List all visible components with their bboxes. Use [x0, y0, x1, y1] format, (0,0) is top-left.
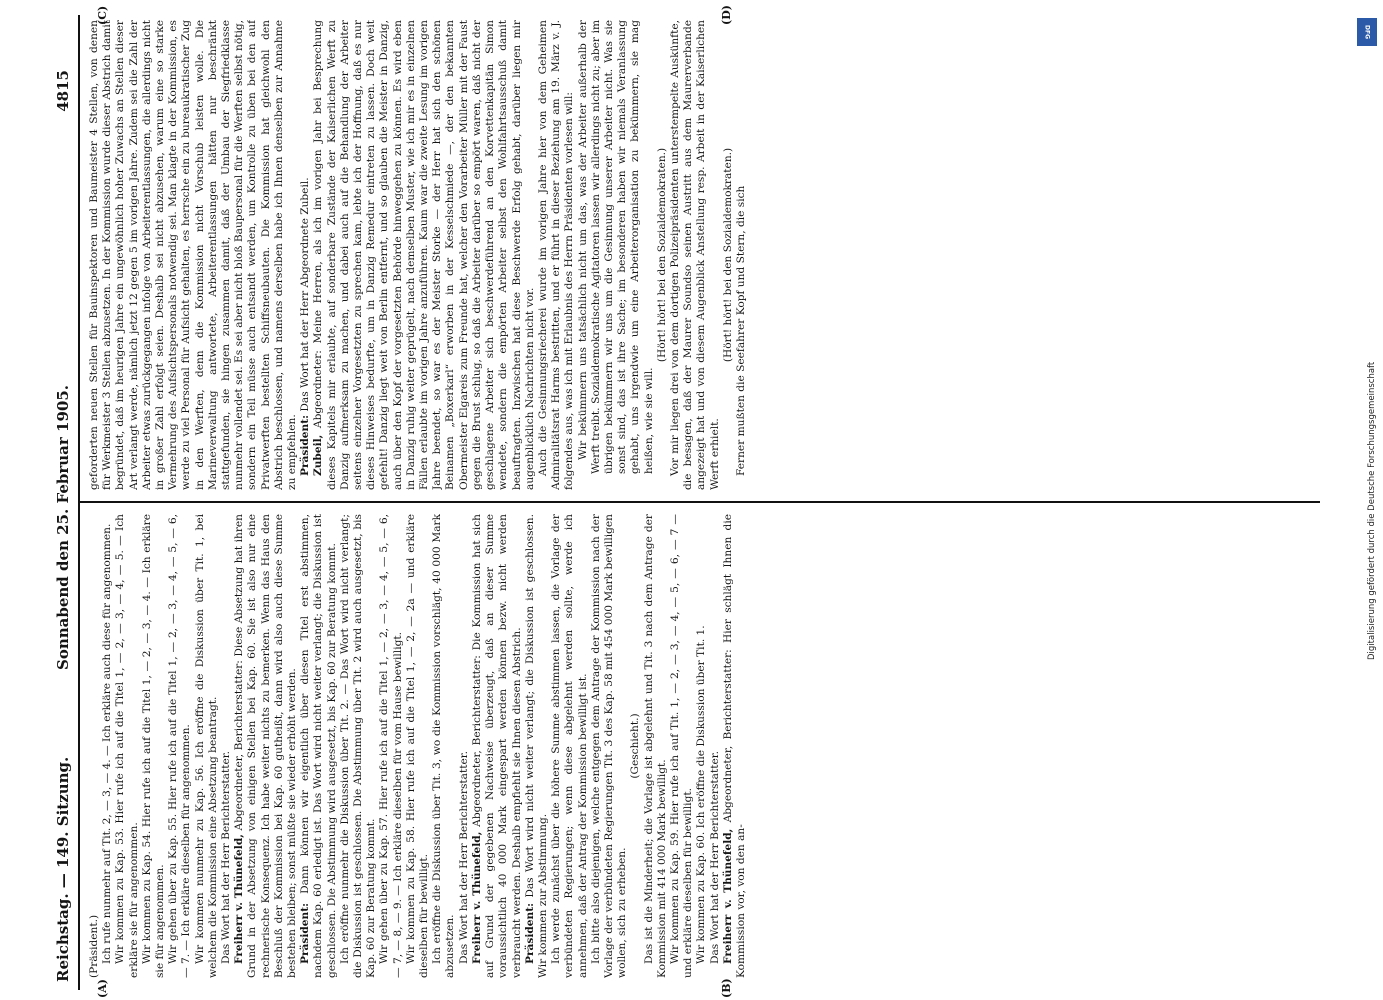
paragraph: Das ist die Minderheit; die Vorlage ist abgelehnt und Tit. 3 nach dem Antrage der Kommission mit 414 000 Mark bewilligt.	[642, 514, 668, 978]
interjection: (Hört! hört! bei den Sozialdemokraten.)	[655, 147, 668, 363]
paragraph: Das Wort hat der Herr Berichterstatter.	[220, 750, 233, 964]
paragraph: Das Wort hat der Herr Berichterstatter.	[708, 750, 721, 964]
speaker-name: Freiherr v. Thünefeld,	[470, 831, 483, 964]
digitization-credit: Digitalisierung gefördert durch die Deutsche Forschungsgemeinschaft	[1367, 361, 1377, 660]
interjection: (Geschieht.)	[629, 713, 642, 779]
dfg-logo: DFG	[1357, 18, 1377, 46]
margin-marker-c: (C)	[96, 5, 109, 25]
margin-marker-d: (D)	[720, 5, 733, 25]
digitization-sidebar	[1355, 10, 1379, 990]
paragraph: Wir kommen nunmehr zu Kap. 56. Ich eröffne die Diskussion über Tit. 1, bei welchem die Kommission eine Absetzung beantragt.	[193, 514, 219, 978]
paragraph: Wir gehen über zu Kap. 57. Hier rufe ich auf die Titel 1, — 2, — 3, — 4, — 5, — 6, — 7, — 8, — 9. — Ich erkläre dieselben für vom Hause bewilligt.	[378, 514, 404, 978]
paragraph: Wir gehen über zu Kap. 55. Hier rufe ich auf die Titel 1, — 2, — 3, — 4, — 5, — 6, — 7. — Ich erkläre dieselben für angenommen.	[167, 514, 193, 978]
paragraph: Auch die Gesinnungsriecherei wurde im vorigen Jahre hier von dem Geheimen Admiralitätsrat Harms bestritten, und er führt in dieser Beziehung am 19. März v. J. folgendes aus, was ich mit Erlaubnis des Herrn Präsidenten vorlesen will:	[536, 20, 576, 490]
speaker-name: Präsident:	[299, 414, 312, 476]
left-column	[88, 514, 1318, 978]
paragraph: Ich eröffne nunmehr die Diskussion über Tit. 2. — Das Wort wird nicht verlangt; die Diskussion ist geschlossen. Die Abstimmung über Tit. 2 wird auch ausgesetzt, bis Kap. 60 zur Beratung kommt.	[338, 514, 378, 978]
paragraph: Vor mir liegen drei von dem dortigen Polizeipräsidenten unterstempelte Auskünfte, die besagen, daß der Maurer Soundso seinen Austritt aus dem Maurerverbande angezeigt hat und von diesem Augenblick Anstellung resp. Arbeit in der Kaiserlichen Werft erhielt.	[668, 20, 721, 490]
speaker-name: Präsident:	[523, 902, 536, 964]
speaker-tag: (Präsident.)	[88, 914, 100, 978]
quotation: Wir bekümmern uns tatsächlich nicht um das, was der Arbeiter außerhalb der Werft treibt. Sozialdemokratische Agitatoren lassen wir allerdings nicht zu; aber im übrigen bekümmern wir uns um die Gesinnung unserer Arbeiter nicht. Was sie sonst sind, das ist ihre Sache; im besonderen haben wir niemals Veranlassung gehabt, uns irgendwie um eine Arbeiterorganisation zu bekümmern, sie mag heißen, wie sie will.	[576, 20, 655, 474]
paragraph	[299, 20, 312, 490]
paragraph: Wir kommen zu Kap. 60. Ich eröffne die Diskussion über Tit. 1.	[695, 625, 708, 964]
paragraph	[524, 514, 550, 978]
column-divider	[80, 501, 1320, 503]
paragraph: Das Wort hat der Herr Berichterstatter.	[457, 750, 470, 964]
page-number: 4815	[54, 70, 72, 112]
paragraph: Wir kommen zu Kap. 54. Hier rufe ich auf die Titel 1, — 2, — 3, — 4. — Ich erkläre sie für angenommen.	[140, 514, 167, 978]
right-column	[88, 20, 1318, 490]
page-header	[50, 0, 78, 1000]
speaker-name: Freiherr v. Thünefeld,	[721, 828, 734, 964]
interjection: (Hört! hört! bei den Sozialdemokraten.)	[721, 147, 734, 363]
paragraph	[233, 514, 299, 978]
speech-text: Dann können wir eigentlich über diesen Titel erst abstimmen, nachdem Kap. 60 erledigt ist. Das Wort wird nicht weiter verlangt; die Diskussion ist geschlossen. Die Abstimmung wird ausgesetzt, bis Kap. 60 zur Beratung kommt.	[299, 514, 338, 978]
speech-text: Abgeordneter, Berichterstatter: Die Kommission hat sich auf Grund der gegebenen Nachweise überzeugt, daß an dieser Summe voraussichtlich 40 000 Mark eingespart werden können bezw. nicht werden verbraucht werden. Deshalb empfiehlt sie Ihnen diesen Abstrich.	[470, 514, 523, 978]
paragraph: Ich bitte also diejenigen, welche entgegen dem Antrage der Kommission nach der Vorlage der verbündeten Regierungen Tit. 3 des Kap. 58 mit 454 000 Mark bewilligen wollen, sich zu erheben.	[589, 514, 629, 978]
paragraph	[722, 514, 748, 978]
speaker-name: Zubeil,	[312, 434, 325, 476]
margin-marker-b: (B)	[720, 978, 733, 998]
header-date: Sonnabend den 25. Februar 1905.	[54, 385, 72, 670]
header-left: Reichstag. — 149. Sitzung.	[54, 756, 72, 982]
speech-text: Abgeordneter, Berichterstatter: Hier schlägt Ihnen die Kommission vor, von den an-	[721, 514, 747, 978]
paragraph	[299, 514, 339, 978]
paragraph: Ich werde zunächst über die höhere Summe abstimmen lassen, die Vorlage der verbündeten Regierungen; wenn diese abgelehnt werden sollte, werde ich annehmen, daß der Antrag der Kommission bewilligt ist.	[550, 514, 589, 978]
paragraph: Ich rufe nunmehr auf Tit. 2, — 3, — 4. — Ich erkläre auch diese für angenommen.	[101, 523, 114, 964]
paragraph: Wir kommen zu Kap. 58. Hier rufe ich auf die Titel 1, — 2, — 2a — und erkläre dieselben für bewilligt.	[404, 514, 431, 978]
speaker-name: Freiherr v. Thünefeld,	[233, 834, 246, 964]
margin-marker-a: (A)	[96, 979, 109, 998]
paragraph	[312, 20, 536, 490]
speech-text: Abgeordneter, Berichterstatter: Diese Absetzung hat ihren Grund in der Absetzung von einigen Stellen bei Kap. 60. Sie ist also nur eine rechnerische Konsequenz. Ich habe weiter nichts zu bemerken. Wenn das Haus den Beschluß der Kommission bei Kap. 60 gutheißt, dann wird also auch diese Summe bestehen bleiben; sonst müßte sie wieder erhöht werden.	[233, 514, 299, 978]
speech-text: Das Wort hat der Herr Abgeordnete Zubeil.	[299, 177, 312, 415]
speaker-name: Präsident:	[299, 902, 312, 964]
paragraph: Wir kommen zu Kap. 59. Hier rufe ich auf Tit. 1, — 2, — 3, — 4, — 5, — 6, — 7 — und erkläre dieselben für bewilligt.	[668, 514, 695, 978]
paragraph: Wir kommen zu Kap. 53. Hier rufe ich auf die Titel 1, — 2, — 3, — 4, — 5. — Ich erkläre sie für angenommen.	[114, 514, 140, 978]
paragraph: Ich eröffne die Diskussion über Tit. 3, wo die Kommission vorschlägt, 40 000 Mark abzusetzen.	[431, 514, 457, 978]
paragraph: geforderten neuen Stellen für Bauinspektoren und Baumeister 4 Stellen, von denen für Werkmeister 3 Stellen abzusetzen. In der Kommission wurde dieser Abstrich damit begründet, daß im heurigen Jahre ein ungewöhnlich hoher Zuwachs an Stellen dieser Art verlangt werde, nämlich jetzt 12 gegen 5 im vorigen Jahre. Zudem sei die Zahl der Arbeiter etwas zurückgegangen infolge von Arbeiterentlassungen, die allerdings nicht in großer Zahl erfolgt seien. Deshalb sei nicht abzusehen, warum eine so starke Vermehrung des Aufsichtspersonals notwendig sei. Man klagte in der Kommission, es werde zu viel Personal für Aufsicht gehalten, es herrsche ein zu bureaukratischer Zug in den Werften, denn die Kommission nicht Vorschub leisten wolle. Die Marineverwaltung antwortete, Arbeiterentlassungen hätten nur beschränkt stattgefunden, sie hingen zusammen damit, daß der Umbau der Siegfriedklasse nunmehr vollendet sei. Es sei aber nicht bloß Baupersonal für die Werften selbst nötig, sondern ein Teil müsse auch entsandt werden, um Kontrolle zu üben bei den auf Privatwerften bestellten Schiffsneubauten. Die Kommission hat gleichwohl den Abstrich beschlossen, und namens derselben habe ich Ihnen denselben zur Annahme zu empfehlen.	[88, 20, 299, 490]
paragraph	[471, 514, 524, 978]
paragraph: Ferner mußten die Seefahrer Kopf und Stern, die sich	[734, 185, 747, 476]
speech-text: Das Wort wird nicht weiter verlangt; die Diskussion ist geschlossen. Wir kommen zur Abstimmung.	[523, 514, 549, 978]
speech-text: Abgeordneter: Meine Herren, als ich im vorigen Jahr bei Besprechung dieses Kapitels mir erlaubte, auf sonderbare Zustände der Kaiserlichen Werft zu Danzig aufmerksam zu machen, und dabei auch auf die Behandlung der Arbeiter seitens einzelner Vorgesetzten zu sprechen kam, lebte ich der Hoffnung, daß es nur dieses Hinweises bedurfte, um in Danzig Remedur eintreten zu lassen. Doch weit gefehlt! Danzig liegt weit von Berlin entfernt, und so glauben die Meister in Danzig, auch über den Kopf der vorgesetzten Behörde hinweggehen zu können. Es wird eben in Danzig ruhig weiter geprügelt, nach demselben Muster, wie ich mir es in einzelnen Fällen erlaubte im vorigen Jahre anzuführen. Kaum war die zweite Lesung im vorigen Jahre beendet, so war es der Meister Storke — der Herr hat sich den schönen Beinamen „Boxerkarl“ erworben in der Kesselschmiede —, der den bekannten Obermeister Elgareis zum Freunde hat, welcher den Vorarbeiter Müller mit der Faust gegen die Brust schlug, so daß die Arbeiter darüber so empört waren, daß nicht der geschlagene Arbeiter sich beschwerdeführend an den Korvettenkapitän Simon wendete, sondern die empörten Arbeiter selbst den Wohlfahrtsausschuß damit beauftragten. Inzwischen hat diese Beschwerde Erfolg gehabt, darüber liegen mir augenblicklich Nachrichten nicht vor.	[312, 20, 536, 490]
